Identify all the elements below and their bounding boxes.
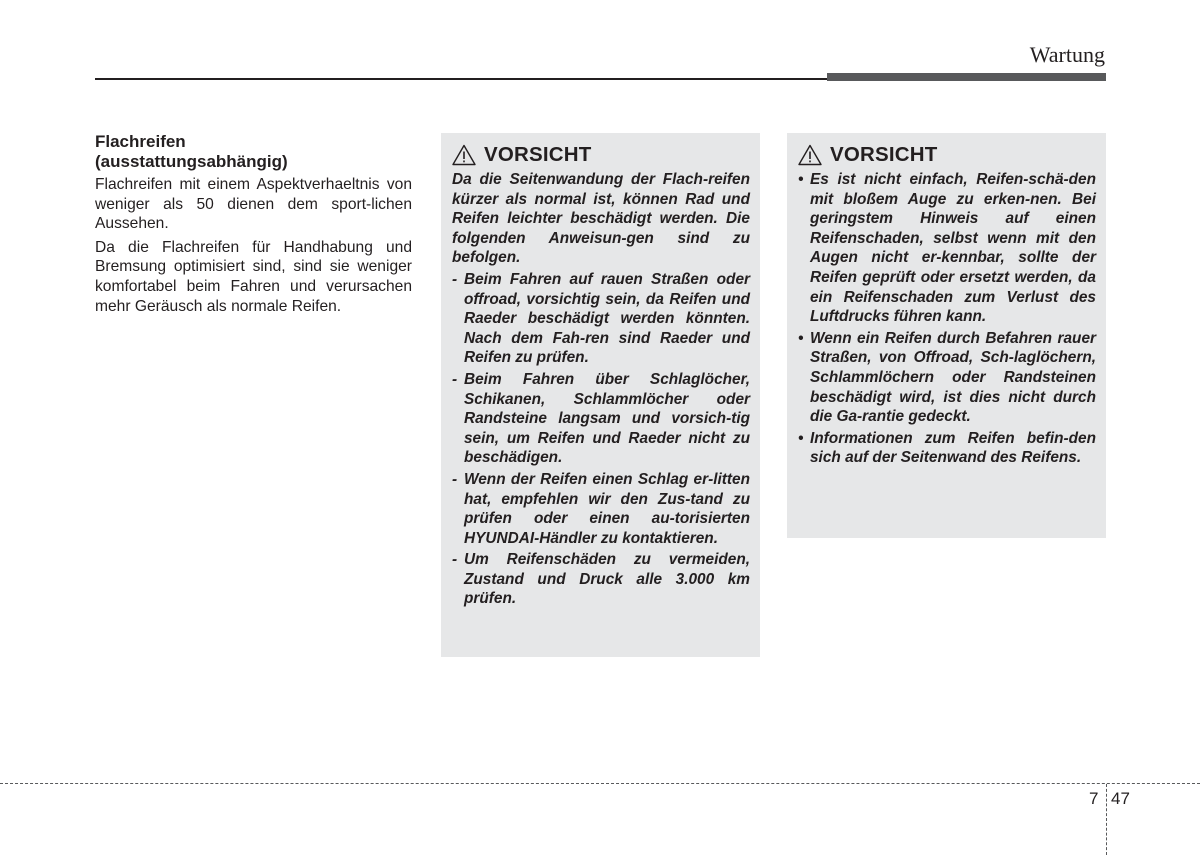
list-item-text: Informationen zum Reifen befin-den sich auf der Seitenwand des Reifens.: [810, 429, 1096, 467]
footer-dashed-rule: [0, 783, 1200, 784]
list-item: [798, 429, 1096, 468]
list-marker: •: [798, 329, 804, 347]
list-item: [798, 329, 1096, 427]
list-item: [452, 270, 750, 368]
list-item: [452, 550, 750, 609]
list-marker: -: [452, 551, 458, 569]
caution-box-1: [441, 133, 760, 657]
caution-title: VORSICHT: [484, 143, 592, 166]
list-marker: •: [798, 171, 804, 188]
paragraph: Flachreifen mit einem Aspektverhaeltnis von weniger als 50 dienen dem sport-lichen Aussehen.: [95, 176, 412, 233]
section-heading: [95, 132, 412, 172]
caution-title: VORSICHT: [830, 143, 938, 166]
list-item: [452, 370, 750, 468]
list-marker: -: [452, 270, 458, 288]
heading-line-2: (ausstattungsabhängig): [95, 152, 288, 171]
left-column: [95, 132, 412, 320]
heading-line-1: Flachreifen: [95, 132, 186, 151]
section-title: Wartung: [1029, 42, 1105, 67]
list-marker: •: [798, 429, 804, 447]
list-item-text: Beim Fahren über Schlaglöcher, Schikanen, Schlammlöcher oder Randsteine langsam und vorsich-tig sein, um Reifen und Raeder nicht zu beschädigen.: [464, 370, 750, 467]
list-item-text: Wenn ein Reifen durch Befahren rauer Straßen, von Offroad, Sch-laglöchern, Schlammlöchern oder Randsteinen beschädigt wird, ist dies nicht durch die Ga-rantie gedeckt.: [810, 329, 1096, 426]
warning-triangle-icon: [452, 144, 476, 166]
caution-box-2: [787, 133, 1106, 538]
list-marker: -: [452, 470, 458, 488]
list-item-text: Um Reifenschäden zu vermeiden, Zustand und Druck alle 3.000 km prüfen.: [464, 551, 750, 608]
caution-header: [798, 143, 1096, 167]
paragraph: Da die Flachreifen für Handhabung und Bremsung optimisiert sind, sind sie weniger komfortabel beim Fahren und verursachen mehr Geräusch als normale Reifen.: [95, 238, 412, 315]
caution-header: [452, 143, 750, 167]
list-marker: -: [452, 370, 458, 388]
header-rule-thick: [827, 73, 1106, 81]
list-item: [798, 170, 1096, 327]
caution-list: [452, 270, 750, 609]
caution-list: [798, 170, 1096, 468]
page-number: 47: [1111, 789, 1130, 808]
list-item: [452, 470, 750, 548]
warning-triangle-icon: [798, 144, 822, 166]
chapter-number: 7: [1089, 789, 1099, 808]
list-item-text: Beim Fahren auf rauen Straßen oder offroad, vorsichtig sein, da Reifen und Raeder beschädigt werden könnten. Nach dem Fah-ren sind Raeder und Reifen zu prüfen.: [464, 270, 750, 367]
list-item-text: Wenn der Reifen einen Schlag er-litten hat, empfehlen wir den Zus-tand zu prüfen oder einen au-torisierten HYUNDAI-Händler zu kontaktieren.: [464, 470, 750, 547]
caution-intro: Da die Seitenwandung der Flach-reifen kürzer als normal ist, können Rad und Reifen leichter beschädigt werden. Die folgenden Anweisun-gen sind zu befolgen.: [452, 171, 750, 267]
list-item-text: Es ist nicht einfach, Reifen-schä-den mit bloßem Auge zu erken-nen. Bei geringstem Hinweis auf einen Reifenschaden, selbst wenn mit den Augen nicht er-kennbar, sollte der Reifen geprüft oder ersetzt werden, da ein Reifenschaden zum Verlust des Luftdrucks führen kann.: [810, 171, 1096, 326]
footer-vertical-dashed-rule: [1106, 784, 1107, 855]
header-rule-thin: [95, 78, 827, 80]
